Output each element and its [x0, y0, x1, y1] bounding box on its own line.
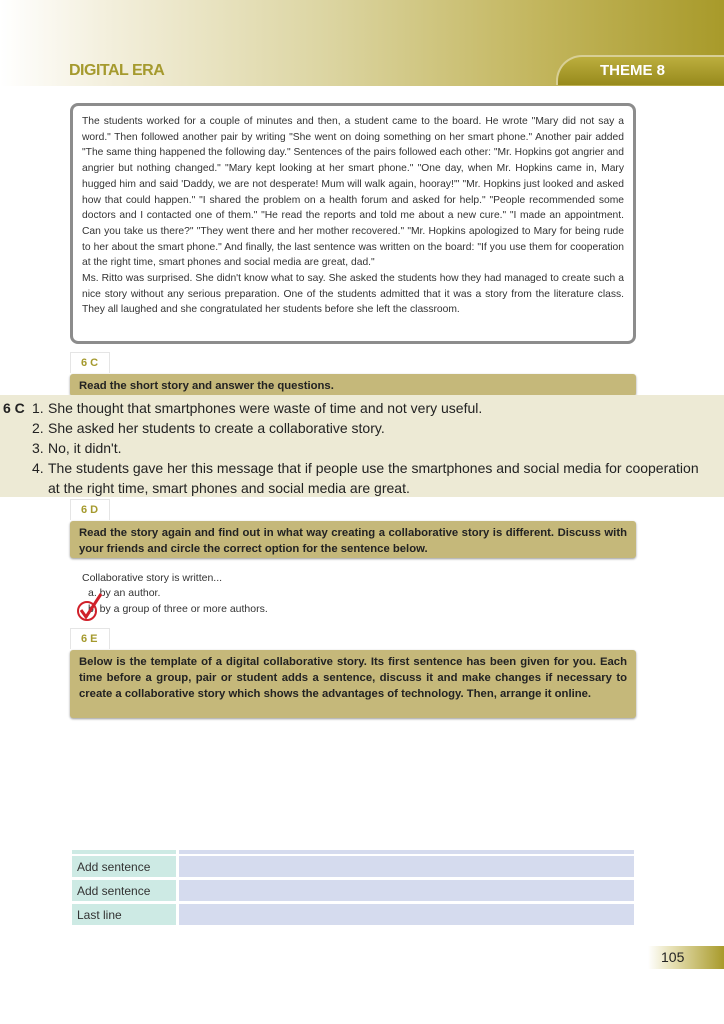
row-label: Last line [72, 904, 176, 925]
section-6e-instruction: Below is the template of a digital collaborative story. Its first sentence has been given for you. Each time before a group, pair or student adds a sentence, discuss it and make changes if necessary to create a collaborative story which shows the advantages of technology. Then, arrange it online. [70, 650, 636, 718]
section-6e-label: 6 E [70, 628, 110, 649]
section-6c-label: 6 C [70, 352, 110, 373]
sentence-cell[interactable] [179, 880, 634, 901]
section-6d-label: 6 D [70, 499, 110, 520]
story-paragraph: Ms. Ritto was surprised. She didn't know what to say. She asked the students how they had managed to create such a nice story without any serious preparation. One of the students admitted that it was a story from the literature class. They all laughed and she congratulated her students before she left the classroom. [82, 273, 624, 316]
answer-text: She thought that smartphones were waste of time and not very useful. [48, 400, 483, 416]
sentence-cell[interactable] [179, 856, 634, 877]
table-row [72, 880, 634, 901]
story-paragraph: The students worked for a couple of minutes and then, a student came to the board. He wrote "Mary did not say a word." Then followed another pair by writing "She went on doing something on her smart phone." Another pair added "The same thing happened the following day." Sentences of the pairs followed each other: "Mr. Hopkins got angrier and angrier but nothing changed." "Mary kept looking at her smart phone." "One day, when Mr. Hopkins came in, Mary hugged him and said 'Daddy, we are not desperate! Mum will walk again, hooray!'" "Mr. Hopkins just looked and asked how that could happen." "I shared the problem on a health forum and asked for help." "People recommended some doctors and I contacted one of them." "He read the reports and told me about a new cure." "I made an appointment. Can you take us there?" "They went there and her mother recovered." "Mr. Hopkins apologized to Mary for being rude to her about the smart phone." And finally, the last sentence was written on the board: "If you use them for cooperation at the right time, smart phones and social media are great, dad." [82, 116, 624, 269]
answer-number: 4. [32, 460, 44, 476]
answer-tag: 6 C [3, 400, 25, 416]
answer-text: No, it didn't. [48, 440, 122, 456]
question-stem: Collaborative story is written... [82, 572, 223, 584]
answer-number: 1. [32, 400, 44, 416]
answer-text: She asked her students to create a collaborative story. [48, 420, 385, 436]
unit-title: DIGITAL ERA [69, 62, 165, 79]
section-6c-instruction: Read the short story and answer the questions. [70, 374, 636, 396]
sentence-cell[interactable] [179, 904, 634, 925]
table-row [72, 904, 634, 925]
section-6d-instruction: Read the story again and find out in what way creating a collaborative story is different. Discuss with your friends and circle the correct option for the sentence below. [70, 521, 636, 558]
story-template-table [69, 853, 637, 928]
theme-tab: THEME 8 [556, 55, 724, 85]
check-mark-icon [76, 592, 106, 624]
page-number: 105 [648, 946, 724, 969]
row-label: Add sentence [72, 856, 176, 877]
answer-number: 2. [32, 420, 44, 436]
answer-text: The students gave her this message that if people use the smartphones and social media for cooperation at the right time, smart phones and social media are great. [48, 460, 699, 496]
option-a[interactable]: a. by an author. [88, 587, 161, 599]
answer-overlay [0, 395, 724, 497]
row-label: Add sentence [72, 880, 176, 901]
answer-number: 3. [32, 440, 44, 456]
story-box [70, 103, 636, 344]
option-b[interactable]: b. by a group of three or more authors. [88, 603, 268, 615]
table-row [72, 856, 634, 877]
